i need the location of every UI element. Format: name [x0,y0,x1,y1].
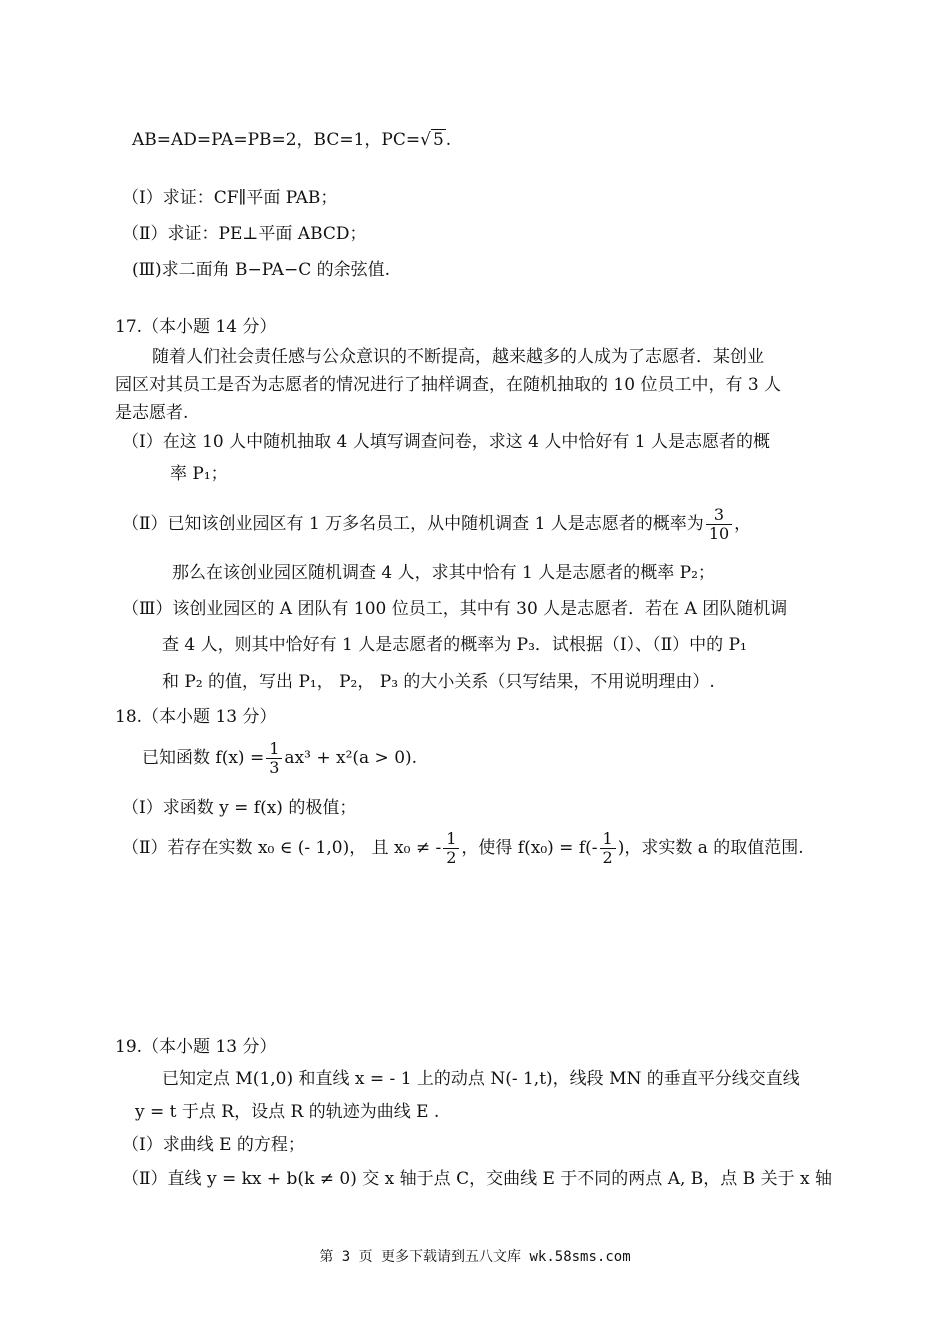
q16-given-text: AB=AD=PA=PB=2，BC=1，PC= [132,130,421,150]
frac-numerator: 1 [266,740,282,759]
q16-given [132,128,451,152]
q17-part1-line1: （Ⅰ）在这 10 人中随机抽取 4 人填写调查问卷，求这 4 人中恰好有 1 人是志愿者的概 [122,432,771,452]
q17-header: 17.（本小题 14 分） [115,317,277,337]
q16-given-end: . [445,130,452,150]
q18-stem-pre: 已知函数 f(x) = [142,748,265,768]
q19-part1: （Ⅰ）求曲线 E 的方程； [122,1135,305,1155]
q17-intro-line1: 随着人们社会责任感与公众意识的不断提高，越来越多的人成为了志愿者．某创业 [152,347,764,367]
q17-part2-end: ， [734,514,752,534]
q18-header: 18.（本小题 13 分） [115,707,277,727]
fraction-3-10 [706,506,732,543]
q18-stem-post: ax³ + x²(a > 0). [284,748,418,768]
frac-numerator: 3 [706,506,732,525]
q17-part2-line1 [122,506,751,543]
fraction-1-3 [266,740,282,777]
q17-part2-text: （Ⅱ）已知该创业园区有 1 万多名员工，从中随机调查 1 人是志愿者的概率为 [122,514,704,534]
frac-denominator: 2 [602,848,613,867]
page-footer: 第 3 页 更多下载请到五八文库 wk.58sms.com [319,1249,631,1265]
q18-part2-post: )，求实数 a 的取值范围. [617,838,804,858]
q17-intro-line2: 园区对其员工是否为志愿者的情况进行了抽样调查，在随机抽取的 10 位员工中，有 3 人 [115,375,782,395]
q16-part2: （Ⅱ）求证：PE⊥平面 ABCD； [122,224,367,244]
q17-part1-line2: 率 P₁； [170,464,228,484]
fraction-1-2-b [600,830,616,867]
sqrt-radicand: 5 [432,130,444,150]
q18-part2 [122,830,804,867]
frac-denominator: 3 [269,758,280,777]
q17-part3-line1: （Ⅲ）该创业园区的 A 团队有 100 位员工，其中有 30 人是志愿者．若在 A 团队随机调 [122,599,788,619]
q19-header: 19.（本小题 13 分） [115,1037,277,1057]
q18-part2-pre: （Ⅱ）若存在实数 x₀ ∈ (- 1,0)， 且 x₀ ≠ - [122,838,442,858]
frac-denominator: 10 [708,524,730,543]
q17-intro-line3: 是志愿者. [115,403,189,423]
q19-stem-line1: 已知定点 M(1,0) 和直线 x = - 1 上的动点 N(- 1,t)，线段 MN 的垂直平分线交直线 [162,1069,800,1089]
q18-stem [142,740,417,777]
q17-part3-line3: 和 P₂ 的值，写出 P₁， P₂， P₃ 的大小关系（只写结果，不用说明理由）. [162,672,715,692]
frac-numerator: 1 [443,830,459,849]
frac-numerator: 1 [600,830,616,849]
q16-part1: （Ⅰ）求证：CF∥平面 PAB； [122,188,338,208]
q18-part2-mid: ，使得 f(x₀) = f(- [461,838,598,858]
sqrt-5: √ 5 [420,130,444,150]
q16-part3: (Ⅲ)求二面角 B−PA−C 的余弦值. [132,260,391,280]
q17-part2-line2: 那么在该创业园区随机调查 4 人，求其中恰有 1 人是志愿者的概率 P₂； [172,563,715,583]
q19-stem-line2: y = t 于点 R，设点 R 的轨迹为曲线 E . [135,1102,440,1122]
fraction-1-2-a [443,830,459,867]
frac-denominator: 2 [446,848,457,867]
q19-part2: （Ⅱ）直线 y = kx + b(k ≠ 0) 交 x 轴于点 C，交曲线 E 于不同的两点 A, B，点 B 关于 x 轴 [122,1169,832,1189]
q17-part3-line2: 查 4 人，则其中恰好有 1 人是志愿者的概率为 P₃．试根据（Ⅰ）、（Ⅱ）中的 P₁ [162,635,747,655]
q18-part1: （Ⅰ）求函数 y = f(x) 的极值； [122,798,357,818]
